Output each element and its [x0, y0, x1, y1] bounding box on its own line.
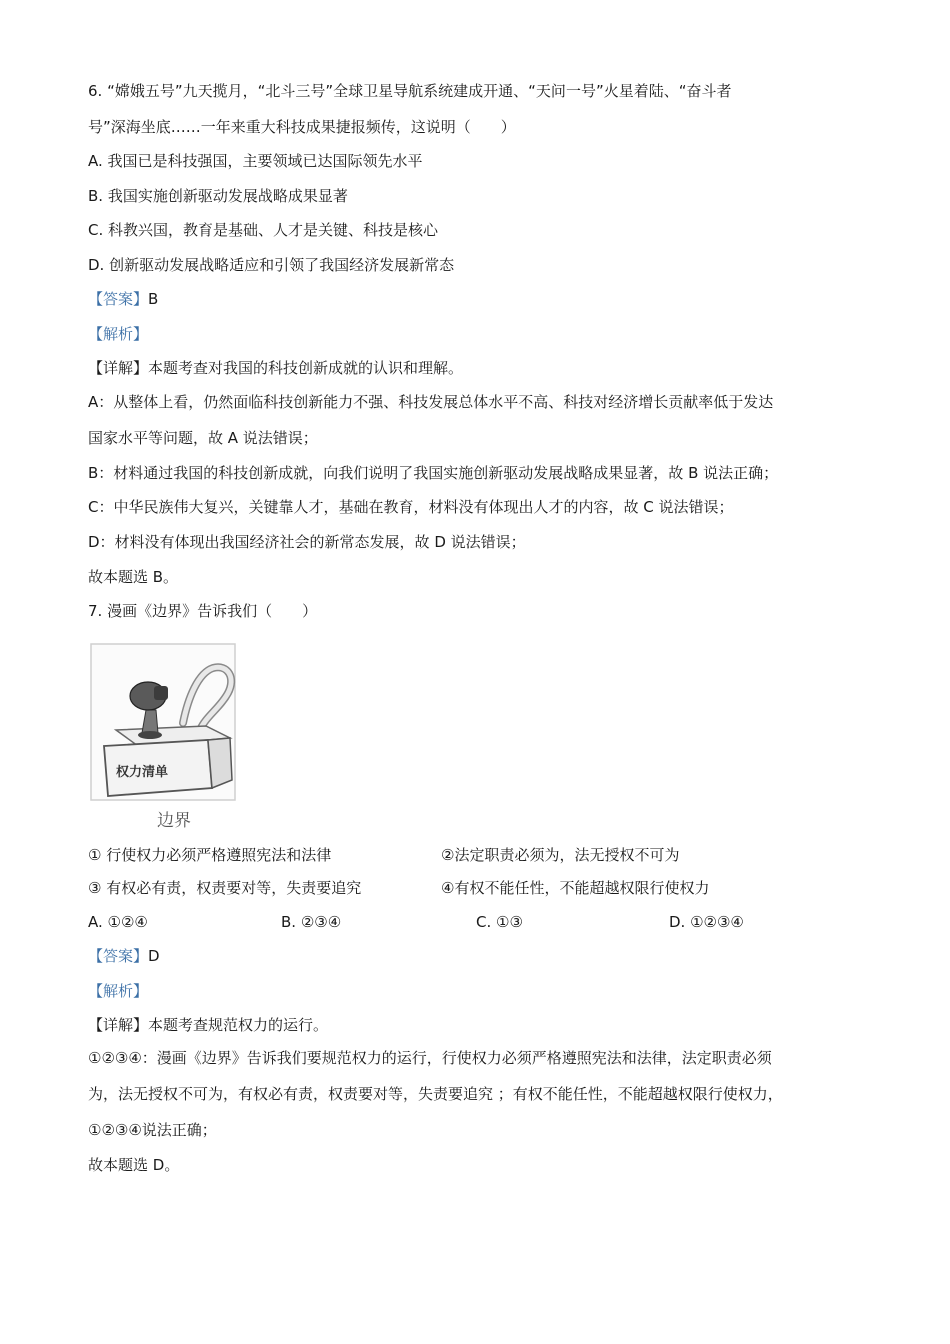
q6-detail-text: 本题考查对我国的科技创新成就的认识和理解。 [148, 359, 464, 377]
q7-explain-1: ①②③④：漫画《边界》告诉我们要规范权力的运行，行使权力必须严格遵照宪法和法律，法定职责必须 [88, 1049, 772, 1067]
cartoon-image [88, 638, 238, 806]
q6-explain-b: B：材料通过我国的科技创新成就，向我们说明了我国实施创新驱动发展战略成果显著，故 B 说法正确； [88, 464, 779, 482]
q6-answer-value: B [148, 290, 159, 308]
q7-detail-text: 本题考查规范权力的运行。 [148, 1016, 329, 1034]
q6-stem-line-1: 6. “嫦娥五号”九天揽月，“北斗三号”全球卫星导航系统建成开通、“天问一号”火星着陆、“奋斗者 [88, 82, 732, 100]
q7-item-4: ④有权不能任性，不能超越权限行使权力 [441, 879, 710, 897]
q7-explain-2: 为，法无授权不可为，有权必有责，权责要对等，失责要追究 ；有权不能任性，不能超越权限行使权力， [88, 1085, 783, 1103]
q7-option-d: D. ①②③④ [669, 913, 744, 931]
q7-item-3: ③ 有权必有责，权责要对等，失责要追究 [88, 879, 362, 897]
q7-item-2: ②法定职责必须为，法无授权不可为 [441, 846, 680, 864]
q6-option-c: C. 科教兴国，教育是基础、人才是关键、科技是核心 [88, 221, 439, 239]
q7-answer-value: D [148, 947, 160, 965]
q6-option-a: A. 我国已是科技强国，主要领域已达国际领先水平 [88, 152, 423, 170]
q7-item-1: ① 行使权力必须严格遵照宪法和法律 [88, 846, 332, 864]
q7-answer [88, 946, 160, 966]
q6-explain-d: D：材料没有体现出我国经济社会的新常态发展，故 D 说法错误； [88, 533, 526, 551]
q6-explain-a-2: 国家水平等问题，故 A 说法错误； [88, 429, 318, 447]
q6-answer [88, 289, 158, 309]
q7-detail-tag: 【详解】 [88, 1016, 149, 1034]
q7-analysis-tag: 【解析】 [88, 982, 149, 1000]
q6-answer-tag: 【答案】 [88, 290, 149, 308]
q6-conclusion: 故本题选 B。 [88, 568, 179, 586]
q6-explain-c: C：中华民族伟大复兴，关键靠人才，基础在教育，材料没有体现出人才的内容，故 C 说法错误； [88, 498, 734, 516]
q7-option-a: A. ①②④ [88, 913, 148, 931]
q7-detail [88, 1015, 328, 1035]
q6-analysis-tag: 【解析】 [88, 325, 149, 343]
q6-option-d: D. 创新驱动发展战略适应和引领了我国经济发展新常态 [88, 256, 455, 274]
q7-option-b: B. ②③④ [281, 913, 342, 931]
q7-explain-3: ①②③④说法正确； [88, 1121, 217, 1139]
cartoon-caption: 边界 [157, 811, 191, 831]
q6-explain-a-1: A：从整体上看，仍然面临科技创新能力不强、科技发展总体水平不高、科技对经济增长贡献率低于发达 [88, 393, 774, 411]
q6-option-b: B. 我国实施创新驱动发展战略成果显著 [88, 187, 348, 205]
q7-option-c: C. ①③ [476, 913, 523, 931]
q7-conclusion: 故本题选 D。 [88, 1156, 180, 1174]
q6-detail-tag: 【详解】 [88, 359, 149, 377]
q7-answer-tag: 【答案】 [88, 947, 149, 965]
q7-stem: 7. 漫画《边界》告诉我们（ ） [88, 602, 318, 620]
q6-stem-line-2: 号”深海坐底……一年来重大科技成果捷报频传，这说明（ ） [88, 118, 516, 136]
cartoon-box-label: 权力清单 [116, 765, 169, 780]
q6-detail [88, 358, 463, 378]
